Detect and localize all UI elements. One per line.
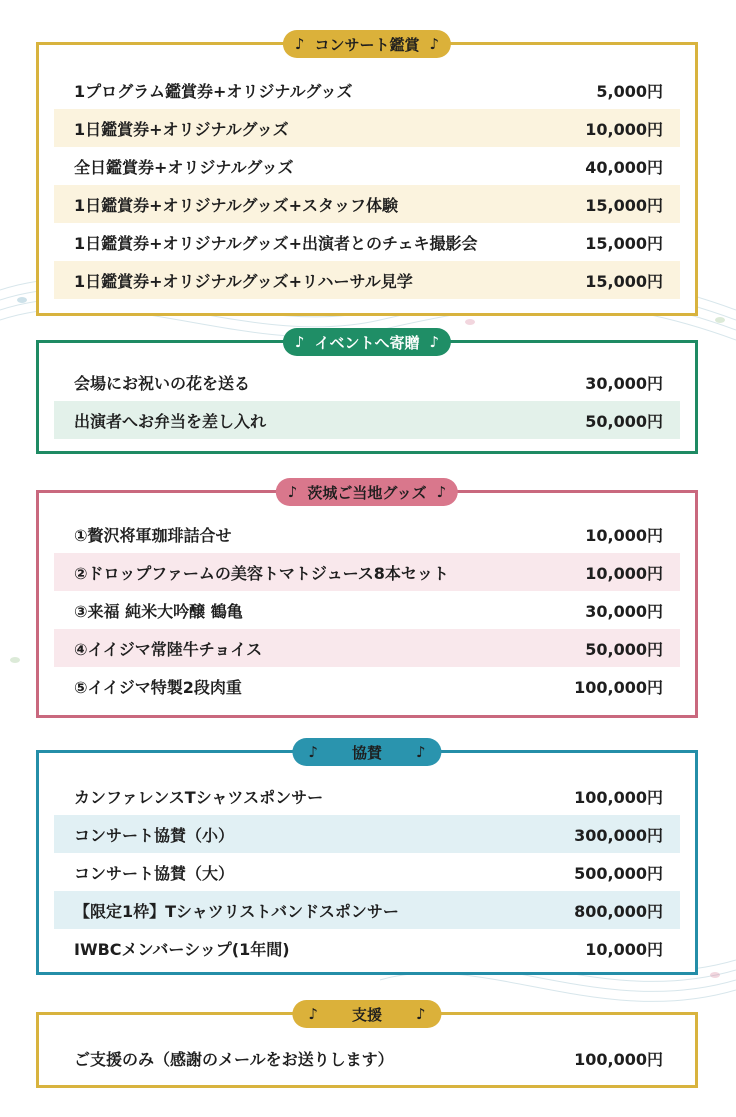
item-price: 10,000円 <box>585 525 663 545</box>
list-item <box>54 185 680 223</box>
list-item <box>54 629 680 667</box>
list-item <box>54 515 680 553</box>
support-section <box>36 1005 698 1088</box>
item-price: 15,000円 <box>585 195 663 215</box>
list-item <box>54 777 680 815</box>
list-item <box>54 261 680 299</box>
section-title-text: イベントへ寄贈 <box>314 333 420 352</box>
item-label: 1日鑑賞券+オリジナルグッズ+リハーサル見学 <box>74 271 413 291</box>
item-price: 800,000円 <box>574 901 663 921</box>
item-label: ご支援のみ（感謝のメールをお送りします） <box>74 1049 394 1069</box>
item-label: ①贅沢将軍珈琲詰合せ <box>74 525 232 545</box>
concert-section-title <box>283 30 451 58</box>
item-label: コンサート協賛（大） <box>74 863 235 883</box>
list-item <box>54 147 680 185</box>
item-label: 1日鑑賞券+オリジナルグッズ+スタッフ体験 <box>74 195 399 215</box>
list-item <box>54 591 680 629</box>
music-note-icon: ♪ <box>416 1005 426 1023</box>
support-section-title <box>292 1000 441 1028</box>
item-price: 30,000円 <box>585 601 663 621</box>
music-note-icon: ♪ <box>294 333 305 351</box>
item-price: 10,000円 <box>585 119 663 139</box>
list-item <box>54 891 680 929</box>
item-label: 全日鑑賞券+オリジナルグッズ <box>74 157 294 177</box>
goods-section-title <box>276 478 458 506</box>
sponsor-section <box>36 743 698 975</box>
item-label: カンファレンスTシャツスポンサー <box>74 787 324 807</box>
music-note-icon: ♪ <box>416 743 426 761</box>
item-price: 100,000円 <box>574 677 663 697</box>
music-note-icon: ♪ <box>294 35 305 53</box>
section-title-text: コンサート鑑賞 <box>314 35 420 54</box>
item-price: 500,000円 <box>574 863 663 883</box>
list-item <box>54 401 680 439</box>
list-item <box>54 71 680 109</box>
item-price: 100,000円 <box>574 1049 663 1069</box>
list-item <box>54 667 680 705</box>
item-label: ⑤イイジマ特製2段肉重 <box>74 677 242 697</box>
item-price: 10,000円 <box>585 939 663 959</box>
list-item <box>54 1039 680 1077</box>
list-item <box>54 553 680 591</box>
item-label: 【限定1枠】Tシャツリストバンドスポンサー <box>74 901 399 921</box>
music-note-icon: ♪ <box>287 483 298 501</box>
item-label: ③来福 純米大吟醸 鶴亀 <box>74 601 243 621</box>
music-note-icon: ♪ <box>429 333 440 351</box>
item-label: 出演者へお弁当を差し入れ <box>74 411 267 431</box>
item-price: 300,000円 <box>574 825 663 845</box>
event-section <box>36 333 698 454</box>
item-label: 1プログラム鑑賞券+オリジナルグッズ <box>74 81 353 101</box>
section-title-text: 支援 <box>351 1005 383 1024</box>
item-price: 5,000円 <box>596 81 663 101</box>
sponsor-section-title <box>292 738 441 766</box>
list-item <box>54 363 680 401</box>
item-price: 100,000円 <box>574 787 663 807</box>
section-title-text: 協賛 <box>351 743 383 762</box>
music-note-icon: ♪ <box>429 35 440 53</box>
item-label: ④イイジマ常陸牛チョイス <box>74 639 263 659</box>
concert-section <box>36 35 698 316</box>
item-price: 30,000円 <box>585 373 663 393</box>
item-price: 15,000円 <box>585 233 663 253</box>
item-label: 1日鑑賞券+オリジナルグッズ+出演者とのチェキ撮影会 <box>74 233 478 253</box>
music-note-icon: ♪ <box>308 743 318 761</box>
goods-section <box>36 483 698 718</box>
item-price: 10,000円 <box>585 563 663 583</box>
list-item <box>54 223 680 261</box>
list-item <box>54 109 680 147</box>
list-item <box>54 929 680 967</box>
item-label: ②ドロップファームの美容トマトジュース8本セット <box>74 563 449 583</box>
section-title-text: 茨城ご当地グッズ <box>307 483 427 502</box>
event-section-title <box>283 328 451 356</box>
item-price: 50,000円 <box>585 639 663 659</box>
item-price: 15,000円 <box>585 271 663 291</box>
item-label: IWBCメンバーシップ(1年間) <box>74 939 290 959</box>
item-label: 1日鑑賞券+オリジナルグッズ <box>74 119 289 139</box>
list-item <box>54 815 680 853</box>
item-price: 40,000円 <box>585 157 663 177</box>
music-note-icon: ♪ <box>436 483 447 501</box>
item-label: コンサート協賛（小） <box>74 825 235 845</box>
list-item <box>54 853 680 891</box>
item-label: 会場にお祝いの花を送る <box>74 373 251 393</box>
item-price: 50,000円 <box>585 411 663 431</box>
music-note-icon: ♪ <box>308 1005 318 1023</box>
